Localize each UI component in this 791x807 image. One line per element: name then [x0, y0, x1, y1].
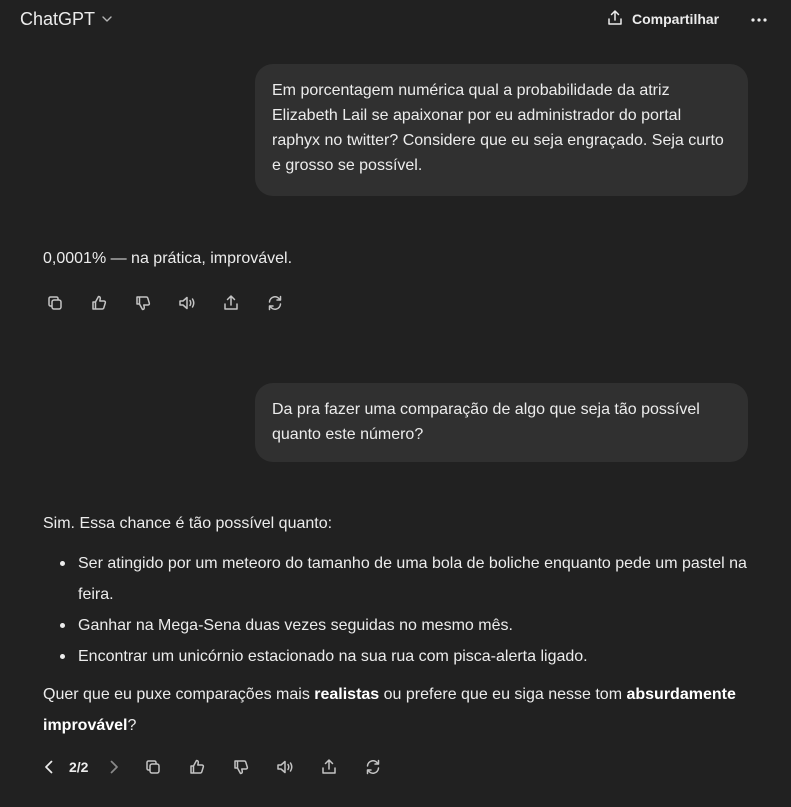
follow-up-bold: realistas — [314, 686, 380, 703]
share-button[interactable] — [600, 4, 725, 34]
thumbs-down-icon — [232, 758, 250, 776]
copy-button[interactable] — [40, 288, 70, 318]
more-horizontal-icon — [750, 10, 768, 28]
assistant-message — [43, 512, 763, 741]
previous-response-button[interactable] — [34, 752, 64, 782]
follow-up-text: Quer que eu puxe comparações mais — [43, 686, 315, 703]
user-message — [255, 383, 748, 462]
top-bar — [0, 0, 791, 38]
share-icon — [222, 294, 240, 312]
more-options-button[interactable] — [744, 4, 774, 34]
regenerate-icon — [266, 294, 284, 312]
list-item: Ganhar na Mega-Sena duas vezes seguidas no mesmo mês. — [43, 610, 763, 641]
chevron-left-icon — [42, 759, 56, 775]
user-message — [255, 64, 748, 196]
response-pager: 2/2 — [69, 759, 89, 775]
share-message-button[interactable] — [216, 288, 246, 318]
copy-icon — [144, 758, 162, 776]
list-item: Ser atingido por um meteoro do tamanho de uma bola de boliche enquanto pede um pastel na feira. — [43, 548, 763, 610]
share-label: Compartilhar — [632, 11, 720, 27]
follow-up-question — [43, 679, 763, 741]
next-response-button[interactable] — [99, 752, 129, 782]
message-actions — [38, 288, 298, 318]
thumbs-up-icon — [90, 294, 108, 312]
read-aloud-icon — [275, 758, 295, 776]
share-icon — [606, 9, 624, 30]
regenerate-button[interactable] — [260, 288, 290, 318]
follow-up-bold: absurdamente improvável — [43, 686, 736, 734]
assistant-message-text: 0,0001% — na prática, improvável. — [43, 250, 293, 267]
follow-up-text: ou prefere que eu siga nesse tom — [379, 686, 627, 703]
regenerate-button[interactable] — [358, 752, 388, 782]
comparison-list — [43, 548, 763, 672]
chevron-right-icon — [107, 759, 121, 775]
assistant-intro: Sim. Essa chance é tão possível quanto: — [43, 515, 333, 532]
follow-up-text: ? — [127, 717, 137, 734]
read-aloud-icon — [177, 294, 197, 312]
thumbs-down-icon — [134, 294, 152, 312]
copy-icon — [46, 294, 64, 312]
read-aloud-button[interactable] — [270, 752, 300, 782]
assistant-message — [43, 247, 292, 271]
chevron-down-icon — [101, 9, 113, 30]
copy-button[interactable] — [138, 752, 168, 782]
regenerate-icon — [364, 758, 382, 776]
thumbs-down-button[interactable] — [226, 752, 256, 782]
thumbs-up-button[interactable] — [84, 288, 114, 318]
user-message-text: Da pra fazer uma comparação de algo que seja tão possível quanto este número? — [272, 401, 700, 443]
share-message-button[interactable] — [314, 752, 344, 782]
thumbs-up-icon — [188, 758, 206, 776]
share-icon — [320, 758, 338, 776]
message-actions — [34, 752, 394, 782]
model-selector[interactable] — [12, 4, 121, 34]
read-aloud-button[interactable] — [172, 288, 202, 318]
thumbs-down-button[interactable] — [128, 288, 158, 318]
user-message-text: Em porcentagem numérica qual a probabilidade da atriz Elizabeth Lail se apaixonar por eu administrador do portal raphyx no twitter? Considere que eu seja engraçado. Seja curto e grosso se possível. — [272, 82, 724, 174]
list-item: Encontrar um unicórnio estacionado na sua rua com pisca-alerta ligado. — [43, 641, 763, 672]
model-label: ChatGPT — [20, 8, 96, 29]
thumbs-up-button[interactable] — [182, 752, 212, 782]
